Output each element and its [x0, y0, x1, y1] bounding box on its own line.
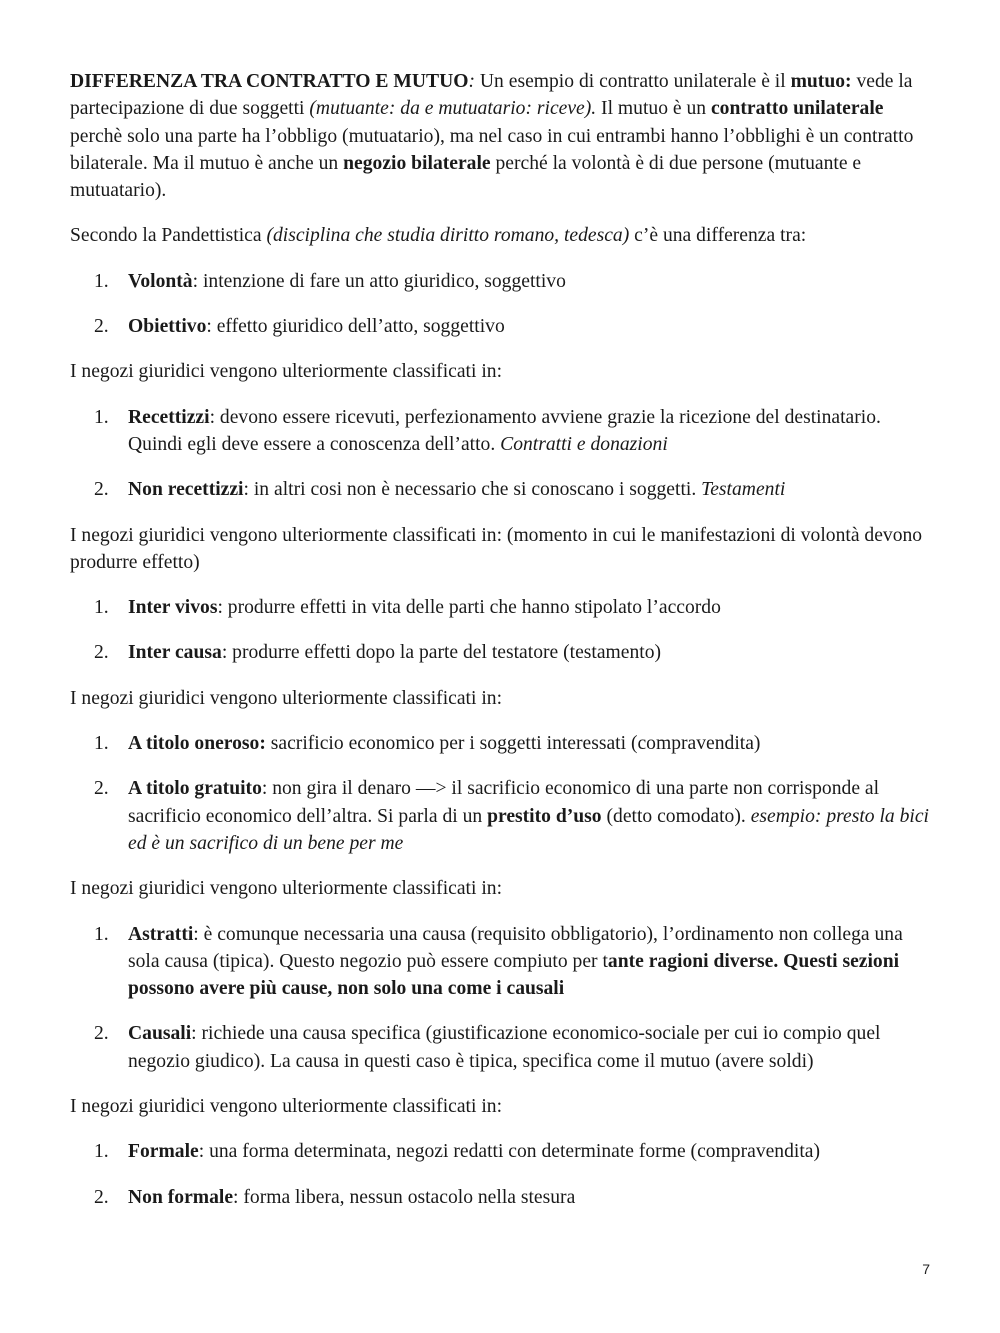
intro-paragraph: DIFFERENZA TRA CONTRATTO E MUTUO: Un esempio di contratto unilaterale è il mutuo: vede la partecipazione di due soggetti (mutuante: da e mutuatario: riceve). Il mutuo è un contratto unilaterale perchè solo una parte ha l’obbligo (mutuatario), ma nel caso in cui entrambi hanno l’obblighi è un contratto bilaterale. Ma il mutuo è anche un negozio bilaterale perché la volontà è di due persone (mutuante e mutuatario). — [70, 71, 914, 202]
list-item: 1. Astratti: è comunque necessaria una causa (requisito obbligatorio), l’ordinamento non collega una sola causa (tipica). Questo negozio può essere compiuto per tante ragioni diverse. Questi sezioni possono avere più cause, non solo una come i causali — [94, 923, 903, 1000]
section-heading: DIFFERENZA TRA CONTRATTO E MUTUO — [70, 71, 469, 92]
pandettistica-list — [70, 268, 930, 341]
list-item: 1. A titolo oneroso: sacrificio economico per i soggetti interessati (compravendita) — [94, 733, 761, 755]
titolo-list — [70, 730, 930, 857]
list-item: 1. Volontà: intenzione di fare un atto giuridico, soggettivo — [94, 270, 566, 292]
list-item: 2. A titolo gratuito: non gira il denaro —> il sacrificio economico di una parte non corrisponde al sacrificio economico dell’altra. Si parla di un prestito d’uso (detto comodato). esempio: presto la bici ed è un sacrifico di un bene per me — [94, 778, 929, 854]
recettizi-list — [70, 404, 930, 504]
causa-list — [70, 921, 930, 1075]
list-item: 2. Obiettivo: effetto giuridico dell’atto, soggettivo — [94, 316, 505, 338]
classification-intro: I negozi giuridici vengono ulteriormente classificati in: — [70, 687, 503, 709]
list-item: 1. Formale: una forma determinata, negozi redatti con determinate forme (compravendita) — [94, 1141, 821, 1163]
momento-list — [70, 594, 930, 667]
list-item: 2. Inter causa: produrre effetti dopo la parte del testatore (testamento) — [94, 642, 662, 664]
page-number: 7 — [922, 1261, 930, 1277]
classification-intro: I negozi giuridici vengono ulteriormente classificati in: — [70, 878, 503, 900]
list-item: 1. Inter vivos: produrre effetti in vita delle parti che hanno stipolato l’accordo — [94, 597, 721, 619]
classification-intro: I negozi giuridici vengono ulteriormente classificati in: (momento in cui le manifestazioni di volontà devono produrre effetto) — [70, 524, 923, 573]
list-item: 1. Recettizzi: devono essere ricevuti, perfezionamento avviene grazie la ricezione del destinatario. Quindi egli deve essere a conoscenza dell’atto. Contratti e donazioni — [94, 406, 881, 455]
classification-intro: I negozi giuridici vengono ulteriormente classificati in: — [70, 1096, 503, 1118]
forma-list — [70, 1138, 930, 1211]
list-item: 2. Non formale: forma libera, nessun ostacolo nella stesura — [94, 1186, 576, 1208]
document-body — [70, 68, 930, 1229]
pandettistica-paragraph: Secondo la Pandettistica (disciplina che studia diritto romano, tedesca) c’è una differenza tra: — [70, 225, 807, 247]
list-item: 2. Causali: richiede una causa specifica (giustificazione economico-sociale per cui io compio quel negozio giudico). La causa in questi caso è tipica, specifica come il mutuo (avere soldi) — [94, 1023, 881, 1072]
list-item: 2. Non recettizzi: in altri cosi non è necessario che si conoscano i soggetti. Testamenti — [94, 479, 786, 501]
classification-intro: I negozi giuridici vengono ulteriormente classificati in: — [70, 361, 503, 383]
